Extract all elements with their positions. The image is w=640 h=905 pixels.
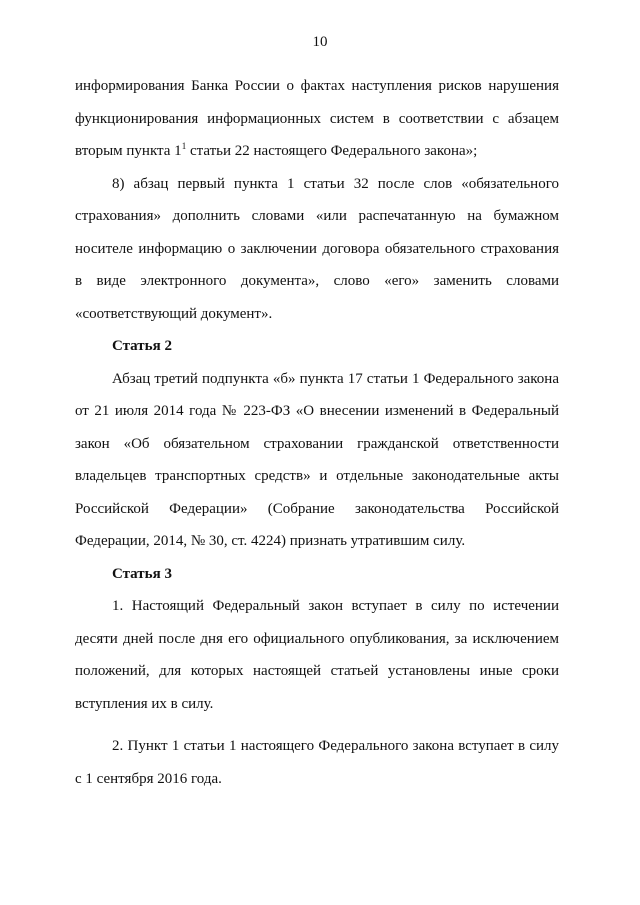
text-line: носителе информацию о заключении договора обязательного страхования [75, 240, 559, 257]
text-line: вступления их в силу. [75, 695, 214, 712]
text-line: страхования» дополнить словами «или распечатанную на бумажном [75, 208, 559, 224]
text-line: Российской Федерации» (Собрание законодательства Российской [75, 500, 559, 517]
intro-paragraph [75, 70, 559, 168]
text-line: закон «Об обязательном страховании гражданской ответственности [75, 435, 559, 452]
superscript: 1 [181, 141, 187, 151]
paragraph-spacer [75, 720, 559, 730]
article-2-heading: Статья 2 [112, 338, 172, 354]
text-line: Федерации, 2014, № 30, ст. 4224) признать утратившим силу. [75, 533, 466, 549]
text-line: положений, для которых настоящей статьей установлены иные сроки [75, 663, 559, 679]
text-line: в виде электронного документа», слово «его» заменить словами [75, 273, 559, 289]
page-number: 10 [312, 34, 328, 50]
document-body [75, 70, 559, 795]
item-8-paragraph [75, 168, 559, 331]
text-line: 1. Настоящий Федеральный закон вступает в силу по истечении [112, 598, 559, 614]
text-line: Абзац третий подпункта «б» пункта 17 статьи 1 Федерального закона [112, 370, 559, 387]
article-3-point-1 [75, 590, 559, 720]
article-3-point-2 [75, 730, 559, 795]
text-fragment: статьи 22 настоящего Федерального закона»; [186, 143, 478, 159]
text-line: 2. Пункт 1 статьи 1 настоящего Федерального закона вступает в силу [112, 738, 559, 754]
text-line: от 21 июля 2014 года № 223-ФЗ «О внесении изменений в Федеральный [75, 403, 559, 419]
text-line: функционирования информационных систем в соответствии с абзацем [75, 110, 559, 127]
text-line: десяти дней после дня его официального опубликования, за исключением [75, 630, 559, 647]
text-line: владельцев транспортных средств» и отдельные законодательные акты [75, 468, 559, 484]
text-line: 8) абзац первый пункта 1 статьи 32 после слов «обязательного [112, 175, 559, 192]
text-line [75, 135, 559, 168]
text-line: «соответствующий документ». [75, 305, 273, 322]
article-3-heading: Статья 3 [112, 565, 172, 582]
article-2-paragraph [75, 363, 559, 558]
text-line: с 1 сентября 2016 года. [75, 770, 222, 787]
text-fragment: вторым пункта 1 [75, 143, 182, 159]
text-line: информирования Банка России о фактах наступления рисков нарушения [75, 78, 559, 94]
